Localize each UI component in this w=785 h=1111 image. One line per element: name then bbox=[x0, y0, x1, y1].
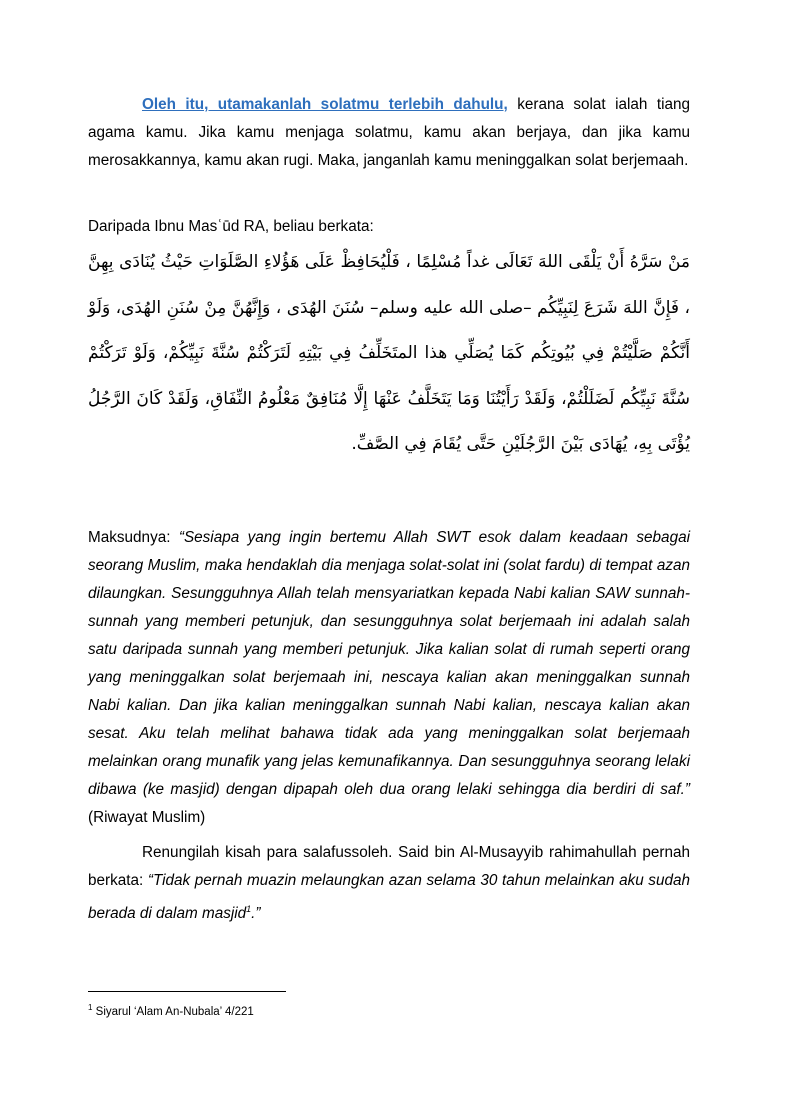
footnote-text: Siyarul ‘Alam An-Nubala’ 4/221 bbox=[92, 1005, 254, 1018]
quote-text: “Tidak pernah muazin melaungkan azan selama 30 tahun melainkan aku sudah berada di dalam masjid bbox=[88, 872, 690, 923]
footnote-number: 1 bbox=[88, 1003, 93, 1012]
hadith-translation bbox=[88, 524, 690, 832]
musayyib-quote bbox=[88, 872, 690, 922]
emphasis-link[interactable]: Oleh itu, utamakanlah solatmu terlebih dahulu, bbox=[142, 96, 508, 113]
translation-label: Maksudnya: bbox=[88, 529, 179, 546]
paragraph-salafussoleh bbox=[88, 839, 690, 928]
quote-end: .” bbox=[251, 905, 261, 923]
footnote-reference[interactable]: 1 bbox=[246, 904, 252, 914]
paragraph1-rest: kerana solat ialah tiang agama kamu. Jika kamu menjaga solatmu, kamu akan berjaya, dan jika kamu merosakkannya, kamu akan rugi. Maka, janganlah kamu meninggalkan solat berjemaah. bbox=[88, 96, 690, 169]
hadith-arabic-text: مَنْ سَرَّهُ أَنْ يَلْقَى اللهَ تَعَالَى غداً مُسْلِمًا ، فَلْيُحَافِظْ عَلَى هَؤُلاءِ الصَّلَوَاتِ حَيْثُ يُنَادَى بِهِنَّ ، فَإِنَّ اللهَ شَرَعَ لِنَبِيِّكُم –صلى الله عليه وسلم– سُنَنَ الهُدَى ، وَإِنَّهُنَّ مِنْ سُنَنِ الهُدَى، وَلَوْ أَنَّكُمْ صَلَّيْتُمْ فِي بُيُوتِكُم كَمَا يُصَلِّي هذا المتَخَلِّفُ فِي بَيْتِهِ لَتَرَكْتُمْ سُنَّةَ نَبِيِّكُمْ، وَلَوْ تَرَكْتُمْ سُنَّةَ نَبِيِّكُم لَضَلَلْتُمْ، وَلَقَدْ رَأَيْتُنَا وَمَا يَتَخَلَّفُ عَنْهَا إِلَّا مُنَافِقٌ مَعْلُومُ النِّفَاقِ، وَلَقَدْ كَانَ الرَّجُلُ يُؤْتَى بِهِ، يُهَادَى بَيْنَ الرَّجُلَيْنِ حَتَّى يُقَامَ فِي الصَّفِّ. bbox=[88, 252, 690, 454]
hadith-source: (Riwayat Muslim) bbox=[88, 809, 206, 826]
footnote bbox=[88, 1000, 254, 1020]
paragraph3-lead: Renungilah kisah para salafussoleh. Said bin Al-Musayyib rahimahullah pernah berkata: bbox=[88, 844, 690, 889]
translation-text: “Sesiapa yang ingin bertemu Allah SWT esok dalam keadaan sebagai seorang Muslim, maka hendaklah dia menjaga solat-solat ini (solat fardu) di tempat azan dilaungkan. Sesungguhnya Allah telah mensyariatkan kepada Nabi kalian SAW sunnah-sunnah yang memberi petunjuk, dan sesungguhnya solat berjemaah ini adalah salah satu daripada sunnah yang memberi petunjuk. Jika kalian solat di rumah seperti orang yang meninggalkan solat berjemaah ini, nescaya kalian akan meninggalkan sunnah Nabi kalian. Dan jika kalian meninggalkan sunnah Nabi kalian, nescaya kalian akan sesat. Aku telah melihat bahawa tidak ada yang meninggalkan solat berjemaah melainkan orang munafik yang jelas kemunafikannya. Dan sesungguhnya seorang lelaki dibawa (ke masjid) dengan dipapah oleh dua orang lelaki sehingga dia berdiri di saf.” bbox=[88, 529, 690, 798]
hadith-intro: Daripada Ibnu Masʿūd RA, beliau berkata: bbox=[88, 218, 374, 235]
paragraph-solat-priority bbox=[88, 91, 690, 175]
footnote-separator bbox=[88, 991, 286, 992]
